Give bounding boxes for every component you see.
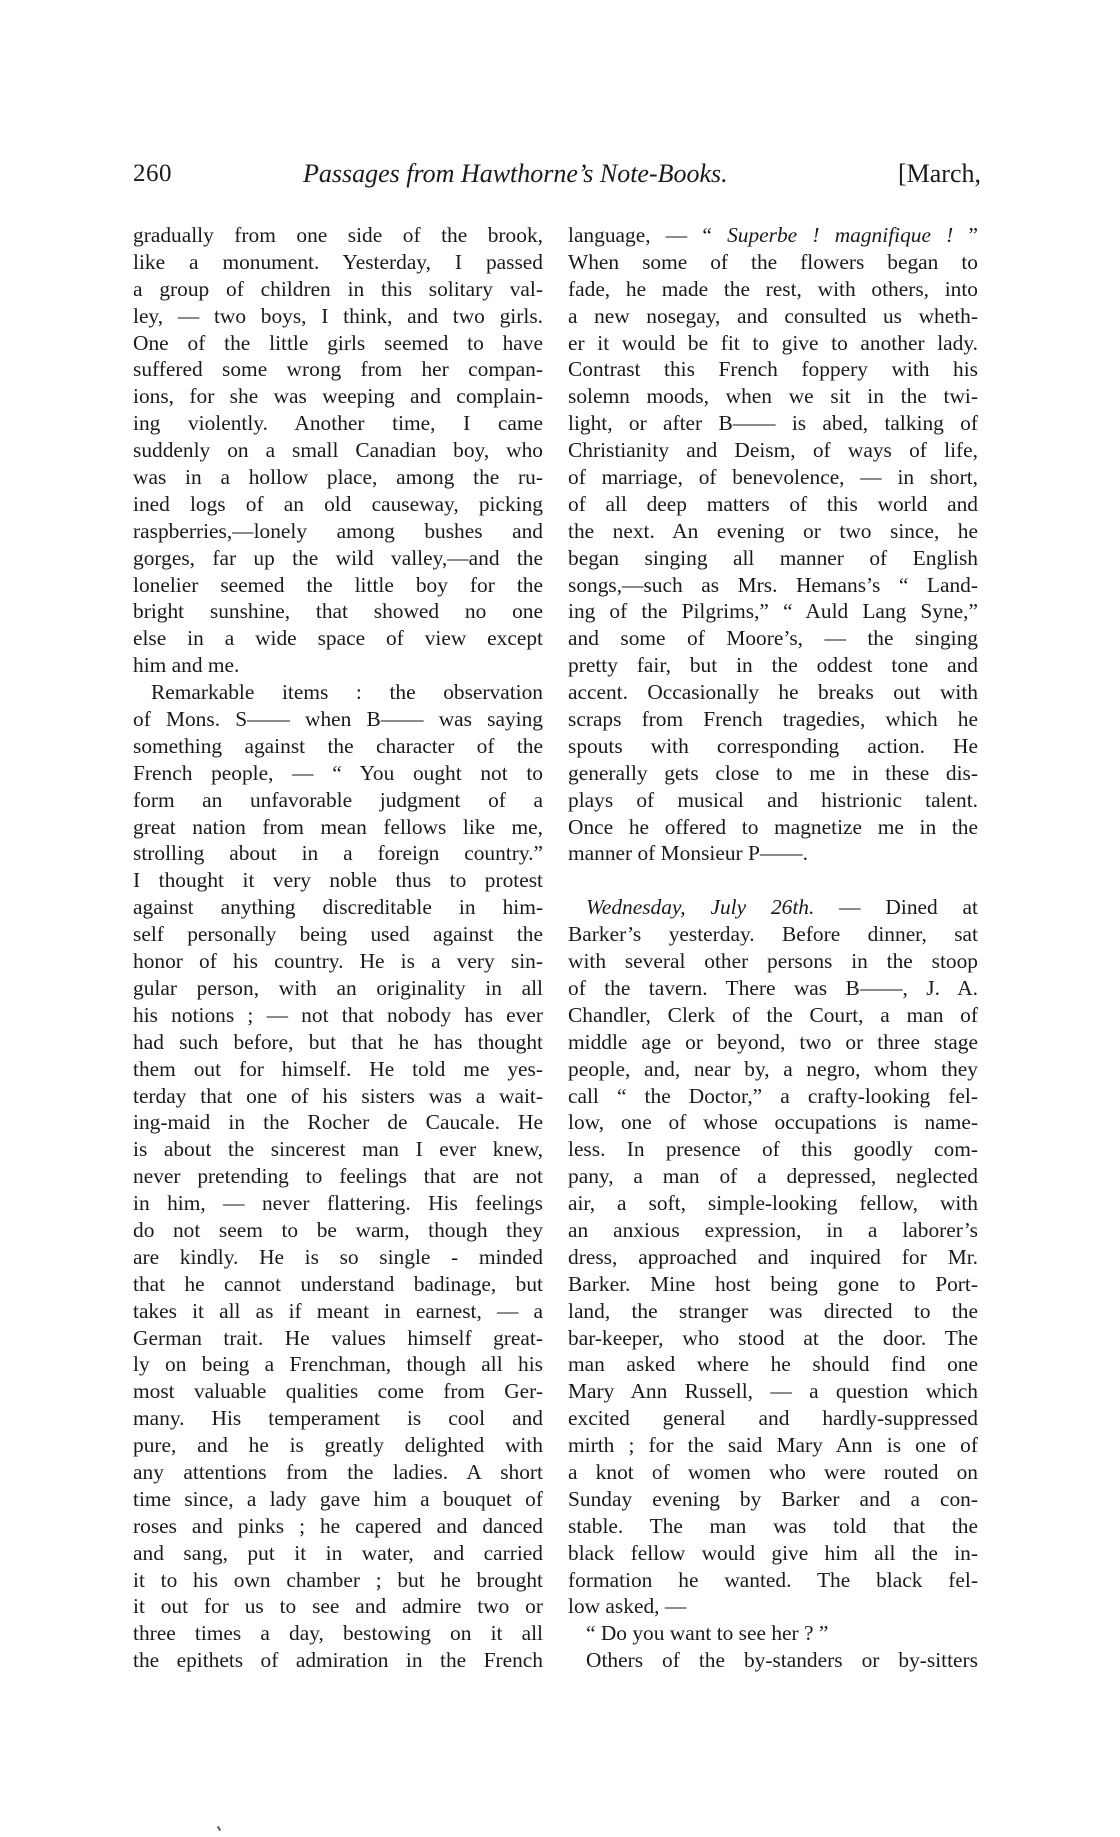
text-line: ined logs of an old causeway, picking: [133, 491, 543, 516]
text-line: an anxious expression, in a laborer’s: [568, 1217, 978, 1242]
text-line: One of the little girls seemed to have: [133, 330, 543, 355]
text-line: man asked where he should find one: [568, 1352, 978, 1377]
text-line: French people, — “ You ought not to: [133, 760, 543, 785]
text-line: Barker’s yesterday. Before dinner, sat: [568, 922, 978, 947]
text-line: scraps from French tragedies, which he: [568, 707, 978, 732]
text-line: Contrast this French foppery with his: [568, 357, 978, 382]
text-line: Others of the by-standers or by-sitters: [586, 1648, 978, 1673]
text-line: Chandler, Clerk of the Court, a man of: [568, 1002, 978, 1027]
text-line: takes it all as if meant in earnest, — a: [133, 1298, 543, 1323]
text-line: is about the sincerest man I ever knew,: [133, 1137, 543, 1162]
text-line: Barker. Mine host being gone to Port-: [568, 1271, 978, 1296]
text-line: of marriage, of benevolence, — in short,: [568, 465, 978, 490]
text-line: land, the stranger was directed to the: [568, 1298, 978, 1323]
text-line: call “ the Doctor,” a crafty-looking fel-: [568, 1083, 978, 1108]
text-line: self personally being used against the: [133, 922, 543, 947]
text-line: lonelier seemed the little boy for the: [133, 572, 543, 597]
text-line: and sang, put it in water, and carried: [133, 1540, 543, 1565]
text-line: a knot of women who were routed on: [568, 1459, 978, 1484]
text-line: the next. An evening or two since, he: [568, 518, 978, 543]
french-exclamation: Superbe ! magnifique !: [727, 223, 954, 247]
text-line: Sunday evening by Barker and a con-: [568, 1486, 978, 1511]
text-line: terday that one of his sisters was a wait-: [133, 1083, 543, 1108]
text-fragment: — Dined at: [814, 895, 978, 920]
text-line: the epithets of admiration in the French: [133, 1648, 543, 1673]
text-line: form an unfavorable judgment of a: [133, 787, 543, 812]
text-line: fade, he made the rest, with others, into: [568, 276, 978, 301]
text-line: of the tavern. There was B——, J. A.: [568, 975, 978, 1000]
text-line: suddenly on a small Canadian boy, who: [133, 438, 543, 463]
text-line-with-french-quote: [568, 222, 978, 249]
text-line: people, and, near by, a negro, whom they: [568, 1056, 978, 1081]
text-line: plays of musical and histrionic talent.: [568, 787, 978, 812]
text-line: Once he offered to magnetize me in the: [568, 814, 978, 839]
text-line: else in a wide space of view except: [133, 626, 543, 651]
text-line: I thought it very noble thus to protest: [133, 868, 543, 893]
text-fragment: language, — “: [568, 223, 728, 247]
journal-entry-heading: [568, 894, 978, 921]
text-line: ly on being a Frenchman, though all his: [133, 1352, 543, 1377]
text-line: them out for himself. He told me yes-: [133, 1056, 543, 1081]
text-line: three times a day, bestowing on it all: [133, 1621, 543, 1646]
text-line: time since, a lady gave him a bouquet of: [133, 1486, 543, 1511]
text-line: never pretending to feelings that are not: [133, 1164, 543, 1189]
section-date: [March,: [897, 159, 981, 188]
text-line: ing violently. Another time, I came: [133, 411, 543, 436]
text-line: air, a soft, simple-looking fellow, with: [568, 1191, 978, 1216]
text-line: light, or after B—— is abed, talking of: [568, 411, 978, 436]
text-line: honor of his country. He is a very sin-: [133, 949, 543, 974]
text-line: do not seem to be warm, though they: [133, 1217, 543, 1242]
text-line: gorges, far up the wild valley,—and the: [133, 545, 543, 570]
text-fragment: ”: [953, 223, 979, 247]
paragraph-start: Remarkable items : the observation: [151, 680, 543, 705]
text-line: his notions ; — not that nobody has ever: [133, 1002, 543, 1027]
text-line: any attentions from the ladies. A short: [133, 1459, 543, 1484]
text-line: a new nosegay, and consulted us wheth-: [568, 303, 978, 328]
text-line: pure, and he is greatly delighted with: [133, 1433, 543, 1458]
text-line: bright sunshine, that showed no one: [133, 599, 543, 624]
text-line: spouts with corresponding action. He: [568, 733, 978, 758]
page-number: 260: [133, 160, 172, 187]
text-line: er it would be fit to give to another lady.: [568, 330, 978, 355]
left-column: [133, 222, 543, 1674]
text-line: accent. Occasionally he breaks out with: [568, 680, 978, 705]
text-line: ions, for she was weeping and complain-: [133, 384, 543, 409]
right-column: [568, 222, 978, 1674]
text-line: him and me.: [133, 653, 240, 678]
text-line: suffered some wrong from her compan-: [133, 357, 543, 382]
dialogue-quote: “ Do you want to see her ? ”: [586, 1621, 829, 1646]
entry-date: Wednesday, July 26th.: [586, 895, 815, 920]
text-line: like a monument. Yesterday, I passed: [133, 249, 543, 274]
text-line: solemn moods, when we sit in the twi-: [568, 384, 978, 409]
text-line: low asked, —: [568, 1594, 687, 1619]
text-line: gradually from one side of the brook,: [133, 223, 543, 247]
text-line: formation he wanted. The black fel-: [568, 1567, 978, 1592]
text-line: low, one of whose occupations is name-: [568, 1110, 978, 1135]
running-head: [133, 156, 981, 192]
text-line: was in a hollow place, among the ru-: [133, 465, 543, 490]
text-line: generally gets close to me in these dis-: [568, 760, 978, 785]
text-line: ley, — two boys, I think, and two girls.: [133, 303, 543, 328]
text-line: with several other persons in the stoop: [568, 949, 978, 974]
text-line: Christianity and Deism, of ways of life,: [568, 438, 978, 463]
text-line: it to his own chamber ; but he brought: [133, 1567, 543, 1592]
text-line: ing of the Pilgrims,” “ Auld Lang Syne,”: [568, 599, 978, 624]
running-title: Passages from Hawthorne’s Note-Books.: [303, 159, 728, 188]
text-line: manner of Monsieur P——.: [568, 841, 809, 866]
text-line: against anything discreditable in him-: [133, 895, 543, 920]
text-line: dress, approached and inquired for Mr.: [568, 1244, 978, 1269]
text-line: that he cannot understand badinage, but: [133, 1271, 543, 1296]
text-line: many. His temperament is cool and: [133, 1406, 543, 1431]
text-line: excited general and hardly-suppressed: [568, 1406, 978, 1431]
text-line: had such before, but that he has thought: [133, 1029, 543, 1054]
text-line: Mary Ann Russell, — a question which: [568, 1379, 978, 1404]
text-line: black fellow would give him all the in-: [568, 1540, 978, 1565]
text-line: songs,—such as Mrs. Hemans’s “ Land-: [568, 572, 978, 597]
text-line: roses and pinks ; he capered and danced: [133, 1513, 543, 1538]
text-line: are kindly. He is so single - minded: [133, 1244, 543, 1269]
scan-artifact-mark: [217, 1826, 221, 1831]
text-line: a group of children in this solitary val-: [133, 276, 543, 301]
text-line: ing-maid in the Rocher de Caucale. He: [133, 1110, 543, 1135]
text-line: pany, a man of a depressed, neglected: [568, 1164, 978, 1189]
text-line: middle age or beyond, two or three stage: [568, 1029, 978, 1054]
text-line: of Mons. S—— when B—— was saying: [133, 707, 543, 732]
text-line: most valuable qualities come from Ger-: [133, 1379, 543, 1404]
text-line: great nation from mean fellows like me,: [133, 814, 543, 839]
text-line: less. In presence of this goodly com-: [568, 1137, 978, 1162]
entry-separator: [568, 867, 978, 894]
text-line: and some of Moore’s, — the singing: [568, 626, 978, 651]
text-line: stable. The man was told that the: [568, 1513, 978, 1538]
text-line: began singing all manner of English: [568, 545, 978, 570]
text-line: mirth ; for the said Mary Ann is one of: [568, 1433, 978, 1458]
text-line: bar-keeper, who stood at the door. The: [568, 1325, 978, 1350]
text-line: raspberries,—lonely among bushes and: [133, 518, 543, 543]
text-line: strolling about in a foreign country.”: [133, 841, 543, 866]
text-line: gular person, with an originality in all: [133, 975, 543, 1000]
text-line: German trait. He values himself great-: [133, 1325, 543, 1350]
text-line: something against the character of the: [133, 733, 543, 758]
text-line: in him, — never flattering. His feelings: [133, 1191, 543, 1216]
text-line: of all deep matters of this world and: [568, 491, 978, 516]
text-line: pretty fair, but in the oddest tone and: [568, 653, 978, 678]
text-line: When some of the flowers began to: [568, 249, 978, 274]
text-line: it out for us to see and admire two or: [133, 1594, 543, 1619]
